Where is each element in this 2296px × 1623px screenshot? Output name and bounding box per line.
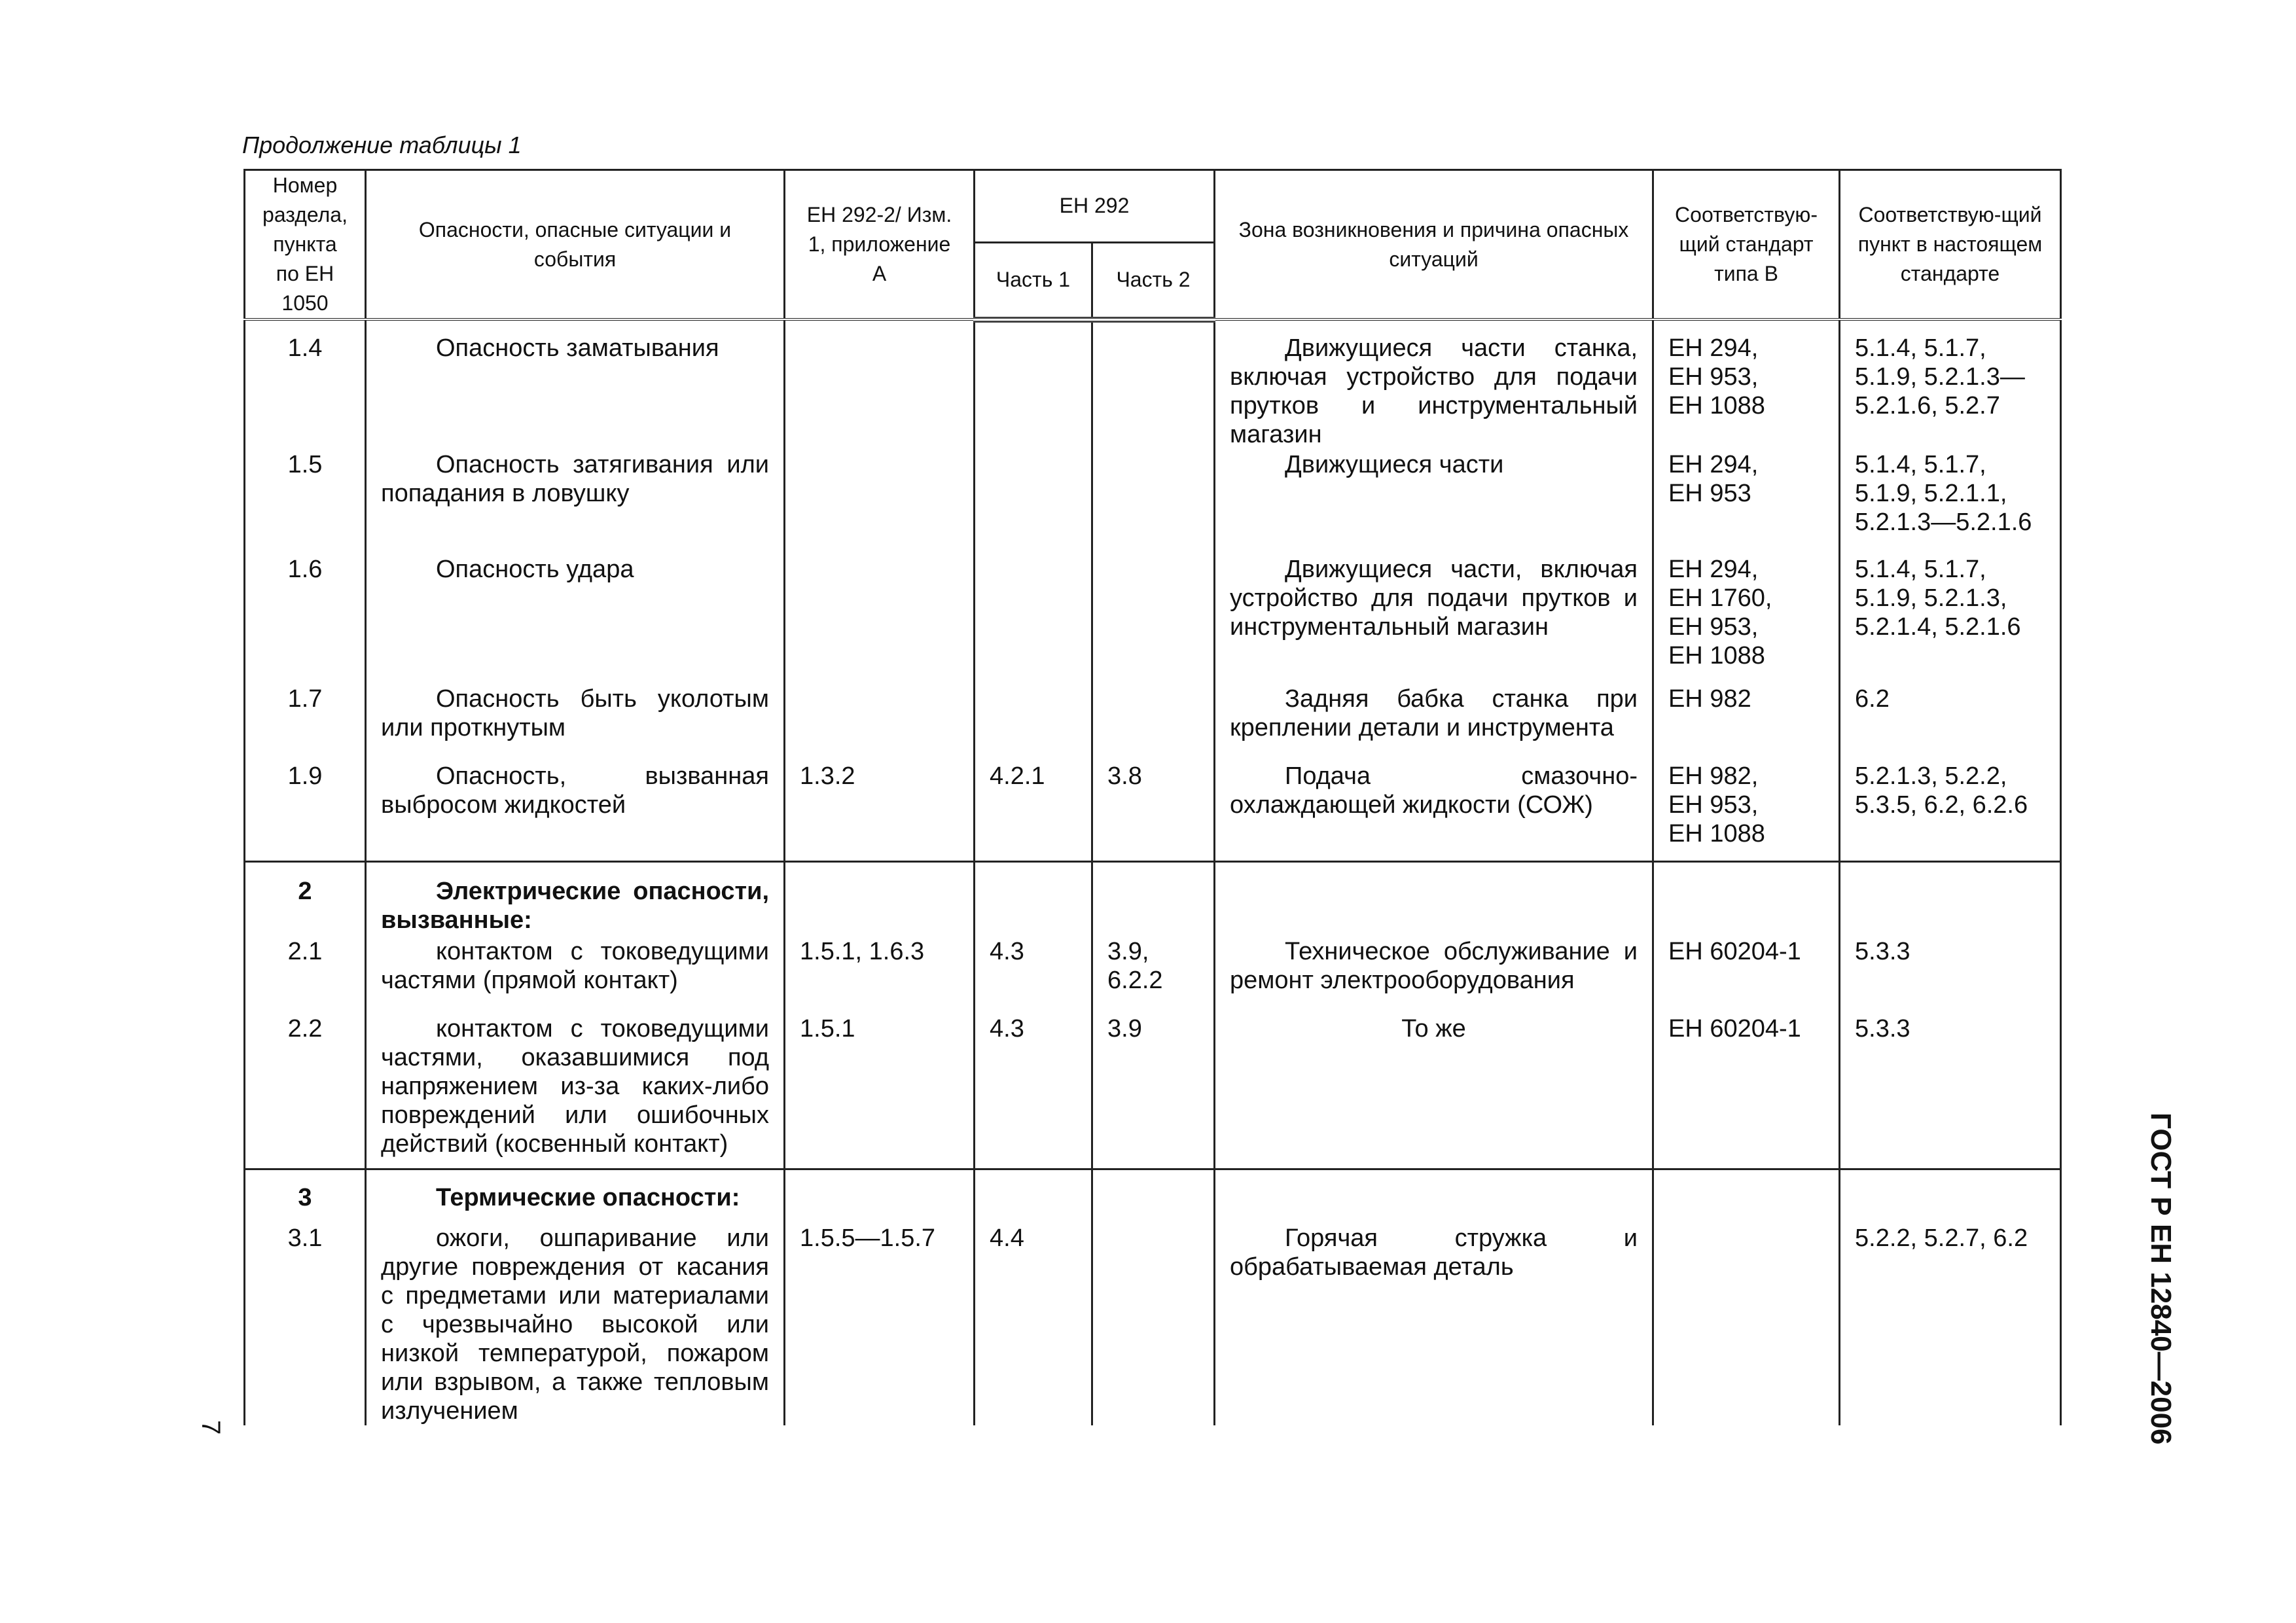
cell-clause: 5.1.4, 5.1.7, 5.1.9, 5.2.1.3— 5.2.1.6, 5.2.7 [1840, 319, 2061, 450]
cell-part2 [1092, 1169, 1215, 1217]
cell-en292-2: 1.5.5—1.5.7 [785, 1217, 975, 1425]
cell-part1 [975, 555, 1092, 685]
cell-part1 [975, 1169, 1092, 1217]
header-hazards: Опасности, опасные ситуации и события [366, 170, 785, 320]
header-part1: Часть 1 [975, 242, 1092, 319]
cell-standard: ЕН 60204-1 [1653, 937, 1840, 1014]
cell-en292-2: 1.5.1 [785, 1014, 975, 1169]
cell-hazard: Опасность удара [366, 555, 785, 685]
cell-clause: 5.3.3 [1840, 937, 2061, 1014]
cell-standard: ЕН 294, ЕН 1760, ЕН 953, ЕН 1088 [1653, 555, 1840, 685]
header-en292: ЕН 292 [975, 170, 1215, 243]
cell-clause: 5.1.4, 5.1.7, 5.1.9, 5.2.1.1, 5.2.1.3—5.2.1.6 [1840, 450, 2061, 555]
cell-part2 [1092, 450, 1215, 555]
cell-clause: 6.2 [1840, 685, 2061, 762]
cell-part2: 3.9, 6.2.2 [1092, 937, 1215, 1014]
cell-num: 1.5 [245, 450, 366, 555]
cell-hazard: контактом с токоведущими частями (прямой контакт) [366, 937, 785, 1014]
cell-part2 [1092, 555, 1215, 685]
hazards-table [243, 169, 2062, 1425]
table-row [245, 555, 2061, 685]
cell-zone: Движущиеся части, включая устройство для подачи прутков и инструментальный магазин [1215, 555, 1653, 685]
cell-part1: 4.3 [975, 937, 1092, 1014]
cell-hazard: Опасность заматывания [366, 319, 785, 450]
cell-hazard: Электрические опасности, вызванные: [366, 861, 785, 937]
cell-num: 2.2 [245, 1014, 366, 1169]
cell-hazard: ожоги, ошпаривание или другие повреждения от касания с предметами или материалами с чрезвычайно высокой или низкой температурой, пожаром или взрывом, а также тепловым излучением [366, 1217, 785, 1425]
cell-part1: 4.2.1 [975, 762, 1092, 861]
header-clause: Соответствую-щий пункт в настоящем стандарте [1840, 170, 2061, 320]
cell-standard: ЕН 294, ЕН 953, ЕН 1088 [1653, 319, 1840, 450]
header-en292-2: ЕН 292-2/ Изм. 1, приложение А [785, 170, 975, 320]
cell-hazard: Опасность, вызванная выбросом жидкостей [366, 762, 785, 861]
cell-zone: Горячая стружка и обрабатываемая деталь [1215, 1217, 1653, 1425]
cell-part2 [1092, 861, 1215, 937]
cell-en292-2 [785, 555, 975, 685]
header-section-number: Номер раздела, пункта по ЕН 1050 [245, 170, 366, 320]
cell-clause [1840, 861, 2061, 937]
cell-num: 3 [245, 1169, 366, 1217]
cell-zone [1215, 1169, 1653, 1217]
cell-en292-2 [785, 319, 975, 450]
cell-zone [1215, 861, 1653, 937]
header-zone: Зона возникновения и причина опасных ситуаций [1215, 170, 1653, 320]
table-row [245, 685, 2061, 762]
cell-zone: Задняя бабка станка при креплении детали и инструмента [1215, 685, 1653, 762]
cell-part1 [975, 861, 1092, 937]
cell-clause [1840, 1169, 2061, 1217]
cell-standard: ЕН 982 [1653, 685, 1840, 762]
cell-en292-2 [785, 1169, 975, 1217]
cell-part1 [975, 319, 1092, 450]
cell-hazard: Опасность затягивания или попадания в ловушку [366, 450, 785, 555]
cell-zone: Движущиеся части [1215, 450, 1653, 555]
document-code: ГОСТ Р ЕН 12840—2006 [2145, 1113, 2177, 1445]
table-row [245, 1217, 2061, 1425]
cell-zone: Подача смазочно-охлаждающей жидкости (СОЖ) [1215, 762, 1653, 861]
table-row [245, 450, 2061, 555]
table-row [245, 1169, 2061, 1217]
cell-part2 [1092, 1217, 1215, 1425]
cell-standard: ЕН 60204-1 [1653, 1014, 1840, 1169]
cell-num: 1.7 [245, 685, 366, 762]
cell-clause: 5.2.1.3, 5.2.2, 5.3.5, 6.2, 6.2.6 [1840, 762, 2061, 861]
table-row [245, 937, 2061, 1014]
header-part2: Часть 2 [1092, 242, 1215, 319]
cell-en292-2: 1.3.2 [785, 762, 975, 861]
cell-en292-2 [785, 861, 975, 937]
table-caption: Продолжение таблицы 1 [242, 132, 522, 158]
cell-part2 [1092, 319, 1215, 450]
table-row [245, 861, 2061, 937]
cell-zone: Движущиеся части станка, включая устройство для подачи прутков и инструментальный магазин [1215, 319, 1653, 450]
cell-hazard: контактом с токоведущими частями, оказавшимися под напряжением из-за каких-либо повреждений или ошибочных действий (косвенный контакт) [366, 1014, 785, 1169]
cell-part1: 4.4 [975, 1217, 1092, 1425]
cell-num: 1.9 [245, 762, 366, 861]
cell-clause: 5.3.3 [1840, 1014, 2061, 1169]
cell-standard [1653, 1169, 1840, 1217]
cell-num: 3.1 [245, 1217, 366, 1425]
cell-clause: 5.1.4, 5.1.7, 5.1.9, 5.2.1.3, 5.2.1.4, 5.2.1.6 [1840, 555, 2061, 685]
cell-num: 2.1 [245, 937, 366, 1014]
cell-zone: То же [1215, 1014, 1653, 1169]
cell-part1 [975, 685, 1092, 762]
cell-zone: Техническое обслуживание и ремонт электрооборудования [1215, 937, 1653, 1014]
cell-en292-2: 1.5.1, 1.6.3 [785, 937, 975, 1014]
cell-part2: 3.9 [1092, 1014, 1215, 1169]
cell-en292-2 [785, 450, 975, 555]
cell-part1 [975, 450, 1092, 555]
cell-part1: 4.3 [975, 1014, 1092, 1169]
cell-standard [1653, 861, 1840, 937]
table-row [245, 319, 2061, 450]
cell-num: 1.6 [245, 555, 366, 685]
cell-standard [1653, 1217, 1840, 1425]
page-number: 7 [196, 1420, 225, 1435]
cell-standard: ЕН 982, ЕН 953, ЕН 1088 [1653, 762, 1840, 861]
table-row [245, 1014, 2061, 1169]
cell-num: 1.4 [245, 319, 366, 450]
cell-clause: 5.2.2, 5.2.7, 6.2 [1840, 1217, 2061, 1425]
cell-en292-2 [785, 685, 975, 762]
cell-hazard: Термические опасности: [366, 1169, 785, 1217]
cell-num: 2 [245, 861, 366, 937]
cell-part2 [1092, 685, 1215, 762]
cell-part2: 3.8 [1092, 762, 1215, 861]
table-row [245, 762, 2061, 861]
cell-standard: ЕН 294, ЕН 953 [1653, 450, 1840, 555]
header-type-b-standard: Соответствую-щий стандарт типа В [1653, 170, 1840, 320]
cell-hazard: Опасность быть уколотым или проткнутым [366, 685, 785, 762]
